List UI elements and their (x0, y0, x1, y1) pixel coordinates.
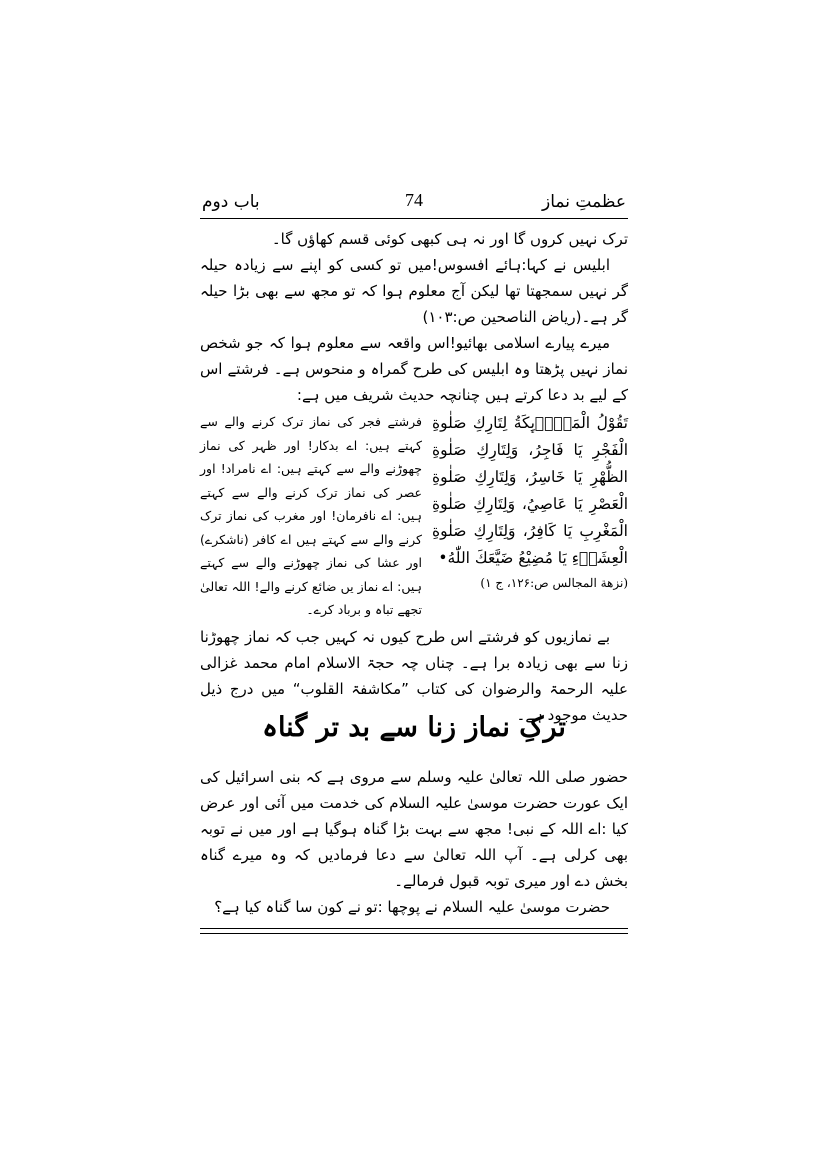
question-line: حضرت موسیٰ علیہ السلام نے پوچھا :تو نے کون سا گناہ کیا ہے؟ (214, 898, 610, 916)
hadith-translation-column (200, 410, 422, 622)
chapter-label: باب دوم (202, 192, 260, 212)
footer-line-bottom (200, 933, 628, 934)
section-heading: ترکِ نماز زنا سے بد تر گناہ (262, 712, 566, 743)
intro-section (200, 226, 628, 408)
footer-line-top (200, 928, 628, 929)
section-paragraph: حضور صلی اللہ تعالیٰ علیہ وسلم سے مروی ہے کہ بنی اسرائیل کی ایک عورت حضرت موسیٰ علیہ السلام کی خدمت میں آئی اور عرض کیا :اے اللہ کے نبی! مجھ سے بہت بڑا گناہ ہوگیا ہے اور میں نے توبہ بھی کرلی ہے۔ آپ اللہ تعالیٰ سے دعا فرمادیں کہ وہ میرے گناہ بخش دے اور میری توبہ قبول فرمالے۔ (200, 768, 628, 890)
footer-rule (200, 928, 628, 938)
hadith-arabic-column (432, 410, 628, 592)
hadith-arabic-text: تَقُوْلُ الْمَلَاۗىِٕكَةُ لِتَارِكِ صَلٰوةِ الْفَجْرِ يَا فَاجِرُ، وَلِتَارِكِ صَلٰوةِ الظُّهْرِ يَا خَاسِرُ، وَلِتَارِكِ صَلٰوةِ الْعَصْرِ يَا عَاصِيُ، وَلِتَارِكِ صَلٰوةِ الْمَغْرِبِ يَا كَافِرُ، وَلِتَارِكِ صَلٰوةِ الْعِشَاۗءِ يَا مُضِيْعُ ضَيَّعَكَ اللّٰهُ• (432, 414, 628, 567)
hadith-block (200, 410, 628, 617)
page-header (200, 192, 628, 219)
section-body (200, 764, 628, 920)
after-hadith-paragraph: بے نمازیوں کو فرشتے اس طرح کیوں نہ کہیں جب کہ نماز چھوڑنا زنا سے بھی زیادہ برا ہے۔ چناں چہ حجۃ الاسلام امام محمد غزالی علیہ الرحمۃ والرضوان کی کتاب ”مکاشفۃ القلوب“ میں درج ذیل حدیث موجود ہے۔ (200, 628, 628, 724)
page-number: 74 (405, 190, 423, 210)
intro-line: ترک نہیں کروں گا اور نہ ہی کبھی کوئی قسم کھاؤں گا۔ (271, 230, 628, 248)
lesson-paragraph: میرے پیارے اسلامی بھائیو!اس واقعہ سے معلوم ہوا کہ جو شخص نماز نہیں پڑھتا وہ ابلیس کی طرح گمراہ و منحوس ہے۔ فرشتے اس کے لیے بد دعا کرتے ہیں چنانچہ حدیث شریف میں ہے: (200, 334, 628, 404)
book-title: عظمتِ نماز (542, 192, 626, 212)
hadith-translation: فرشتے فجر کی نماز ترک کرنے والے سے کہتے ہیں: اے بدکار! اور ظہر کی نماز چھوڑنے والے سے کہتے ہیں: اے نامراد! اور عصر کی نماز ترک کرنے والے سے کہتے ہیں: اے نافرمان! اور مغرب کی نماز ترک کرنے والے سے کہتے ہیں اے کافر (ناشکرے) اور عشا کی نماز چھوڑنے والے سے کہتے ہیں: اے نماز یں ضائع کرنے والے! اللہ تعالیٰ تجھے تباہ و برباد کرے۔ (200, 414, 422, 617)
hadith-reference: (نزھة المجالس ص:۱۲۶، ج ۱) (480, 576, 628, 590)
iblis-paragraph: ابلیس نے کہا:ہائے افسوس!میں تو کسی کو اپنے سے زیادہ حیلہ گر نہیں سمجھتا تھا لیکن آج معلوم ہوا کہ تو مجھ سے بھی بڑا حیلہ گر ہے۔(ریاض الناصحین ص:۱۰۳) (200, 256, 628, 326)
